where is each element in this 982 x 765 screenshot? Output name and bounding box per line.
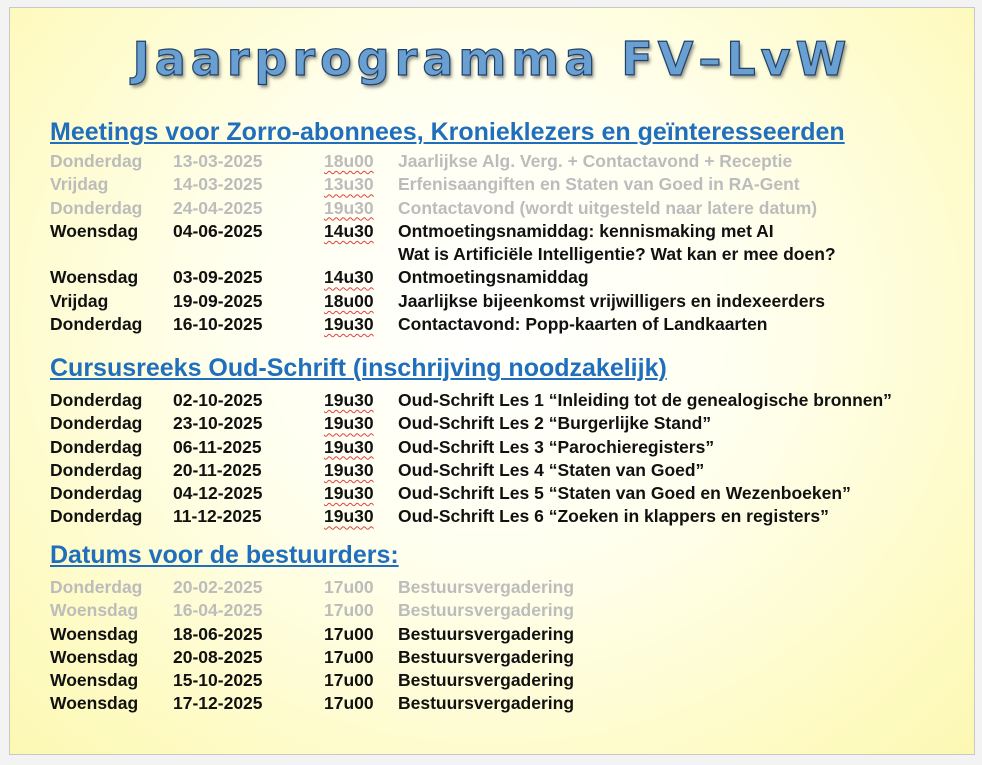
event-description bbox=[398, 669, 574, 692]
schedule-row bbox=[50, 220, 836, 267]
event-description bbox=[398, 459, 704, 482]
event-day: Woensdag bbox=[50, 623, 139, 644]
section-heading-meetings: Meetings voor Zorro-abonnees, Kronieklezers en geïnteresseerden bbox=[50, 118, 845, 146]
event-time: 19u30 bbox=[324, 390, 374, 410]
event-description bbox=[398, 482, 851, 505]
event-description bbox=[398, 505, 829, 528]
event-date: 18-06-2025 bbox=[173, 623, 263, 644]
event-time: 19u30 bbox=[324, 506, 374, 527]
page-title: Jaarprogramma FV–LvW bbox=[132, 32, 852, 86]
event-date: 03-09-2025 bbox=[173, 267, 263, 288]
schedule-row bbox=[50, 412, 892, 435]
schedule-row bbox=[50, 576, 574, 599]
event-description bbox=[398, 290, 825, 313]
event-day: Donderdag bbox=[50, 197, 143, 218]
event-description bbox=[398, 646, 574, 669]
schedule-row bbox=[50, 623, 574, 646]
event-time: 13u30 bbox=[324, 174, 374, 195]
event-date: 15-10-2025 bbox=[173, 670, 263, 691]
event-day: Woensdag bbox=[50, 670, 139, 691]
event-date: 23-10-2025 bbox=[173, 413, 263, 434]
event-date: 20-02-2025 bbox=[173, 577, 263, 597]
event-description-line: Oud-Schrift Les 1 “Inleiding tot de genealogische bronnen” bbox=[398, 390, 892, 410]
event-description-line: Bestuursvergadering bbox=[398, 600, 575, 621]
event-date: 17-12-2025 bbox=[173, 693, 263, 714]
event-day: Donderdag bbox=[50, 151, 143, 171]
event-date: 20-08-2025 bbox=[173, 646, 263, 667]
event-day: Woensdag bbox=[50, 693, 139, 714]
event-description bbox=[398, 623, 574, 646]
event-date: 24-04-2025 bbox=[173, 197, 263, 218]
schedule-row bbox=[50, 459, 892, 482]
schedule-row bbox=[50, 173, 836, 196]
event-description-line: Contactavond: Popp-kaarten of Landkaarten bbox=[398, 314, 768, 335]
event-day: Donderdag bbox=[50, 459, 143, 480]
event-date: 02-10-2025 bbox=[173, 390, 263, 410]
event-description-line: Bestuursvergadering bbox=[398, 577, 575, 597]
event-time: 18u00 bbox=[324, 290, 374, 311]
event-description bbox=[398, 173, 800, 196]
event-time: 17u00 bbox=[324, 670, 374, 691]
event-time: 17u00 bbox=[324, 693, 374, 714]
event-description-line: Erfenisaangiften en Staten van Goed in RA-Gent bbox=[398, 174, 800, 195]
event-time: 17u00 bbox=[324, 577, 374, 597]
event-description-line: Oud-Schrift Les 3 “Parochieregisters” bbox=[398, 436, 715, 457]
event-description bbox=[398, 389, 892, 412]
event-description bbox=[398, 412, 711, 435]
event-day: Donderdag bbox=[50, 506, 143, 527]
event-date: 13-03-2025 bbox=[173, 151, 263, 171]
event-description-line: Bestuursvergadering bbox=[398, 693, 575, 714]
event-day: Woensdag bbox=[50, 267, 139, 288]
event-description bbox=[398, 313, 768, 336]
event-description bbox=[398, 197, 817, 220]
section-heading-course: Cursusreeks Oud-Schrift (inschrijving noodzakelijk) bbox=[50, 354, 667, 382]
section-heading-board: Datums voor de bestuurders: bbox=[50, 541, 399, 569]
event-date: 11-12-2025 bbox=[173, 506, 262, 527]
event-date: 04-12-2025 bbox=[173, 483, 263, 504]
event-time: 17u00 bbox=[324, 646, 374, 667]
section-list-board bbox=[50, 576, 574, 716]
event-time: 19u30 bbox=[324, 197, 374, 218]
schedule-row bbox=[50, 646, 574, 669]
event-description-line: Bestuursvergadering bbox=[398, 670, 575, 691]
event-description-line: Jaarlijkse bijeenkomst vrijwilligers en indexeerders bbox=[398, 290, 826, 311]
event-time: 19u30 bbox=[324, 413, 374, 434]
event-date: 16-04-2025 bbox=[173, 600, 263, 621]
event-description-line: Bestuursvergadering bbox=[398, 623, 575, 644]
event-time: 14u30 bbox=[324, 267, 374, 288]
section-list-meetings bbox=[50, 150, 836, 336]
schedule-row bbox=[50, 389, 892, 412]
event-description-line: Bestuursvergadering bbox=[398, 646, 575, 667]
event-date: 14-03-2025 bbox=[173, 174, 263, 195]
event-day: Woensdag bbox=[50, 600, 139, 621]
event-description bbox=[398, 599, 574, 622]
event-time: 19u30 bbox=[324, 436, 374, 457]
schedule-row bbox=[50, 669, 574, 692]
event-description-line: Oud-Schrift Les 5 “Staten van Goed en Wezenboeken” bbox=[398, 483, 851, 504]
event-description-line: Ontmoetingsnamiddag bbox=[398, 267, 589, 288]
event-description bbox=[398, 150, 792, 173]
event-description-line: Oud-Schrift Les 4 “Staten van Goed” bbox=[398, 459, 705, 480]
event-day: Vrijdag bbox=[50, 174, 109, 195]
section-list-course bbox=[50, 389, 892, 529]
schedule-row bbox=[50, 482, 892, 505]
event-description-line: Contactavond (wordt uitgesteld naar latere datum) bbox=[398, 197, 818, 218]
event-time: 19u30 bbox=[324, 483, 374, 504]
event-description-line: Wat is Artificiële Intelligentie? Wat kan er mee doen? bbox=[398, 244, 836, 265]
event-time: 18u00 bbox=[324, 151, 374, 171]
event-date: 04-06-2025 bbox=[173, 220, 263, 241]
schedule-row bbox=[50, 197, 836, 220]
event-date: 19-09-2025 bbox=[173, 290, 263, 311]
event-day: Donderdag bbox=[50, 577, 143, 597]
event-time: 17u00 bbox=[324, 623, 374, 644]
schedule-row bbox=[50, 436, 892, 459]
event-date: 20-11-2025 bbox=[173, 459, 262, 480]
event-day: Donderdag bbox=[50, 390, 143, 410]
schedule-row bbox=[50, 313, 836, 336]
event-description bbox=[398, 266, 589, 289]
schedule-row bbox=[50, 505, 892, 528]
event-description-line: Jaarlijkse Alg. Verg. + Contactavond + Receptie bbox=[398, 151, 793, 171]
schedule-row bbox=[50, 290, 836, 313]
event-day: Woensdag bbox=[50, 646, 139, 667]
event-day: Woensdag bbox=[50, 220, 139, 241]
event-day: Donderdag bbox=[50, 436, 143, 457]
event-description-line: Ontmoetingsnamiddag: kennismaking met AI bbox=[398, 220, 774, 241]
event-day: Vrijdag bbox=[50, 290, 109, 311]
schedule-row bbox=[50, 266, 836, 289]
event-description bbox=[398, 692, 574, 715]
schedule-row bbox=[50, 150, 836, 173]
event-time: 19u30 bbox=[324, 314, 374, 335]
program-page bbox=[9, 7, 975, 755]
event-day: Donderdag bbox=[50, 483, 143, 504]
event-description bbox=[398, 220, 836, 267]
event-day: Donderdag bbox=[50, 314, 143, 335]
event-description-line: Oud-Schrift Les 2 “Burgerlijke Stand” bbox=[398, 413, 712, 434]
event-date: 06-11-2025 bbox=[173, 436, 262, 457]
schedule-row bbox=[50, 692, 574, 715]
event-day: Donderdag bbox=[50, 413, 143, 434]
event-time: 19u30 bbox=[324, 459, 374, 480]
event-description bbox=[398, 576, 574, 599]
schedule-row bbox=[50, 599, 574, 622]
event-time: 17u00 bbox=[324, 600, 374, 621]
event-description-line: Oud-Schrift Les 6 “Zoeken in klappers en registers” bbox=[398, 506, 829, 527]
event-date: 16-10-2025 bbox=[173, 314, 263, 335]
event-time: 14u30 bbox=[324, 220, 374, 241]
event-description bbox=[398, 436, 714, 459]
